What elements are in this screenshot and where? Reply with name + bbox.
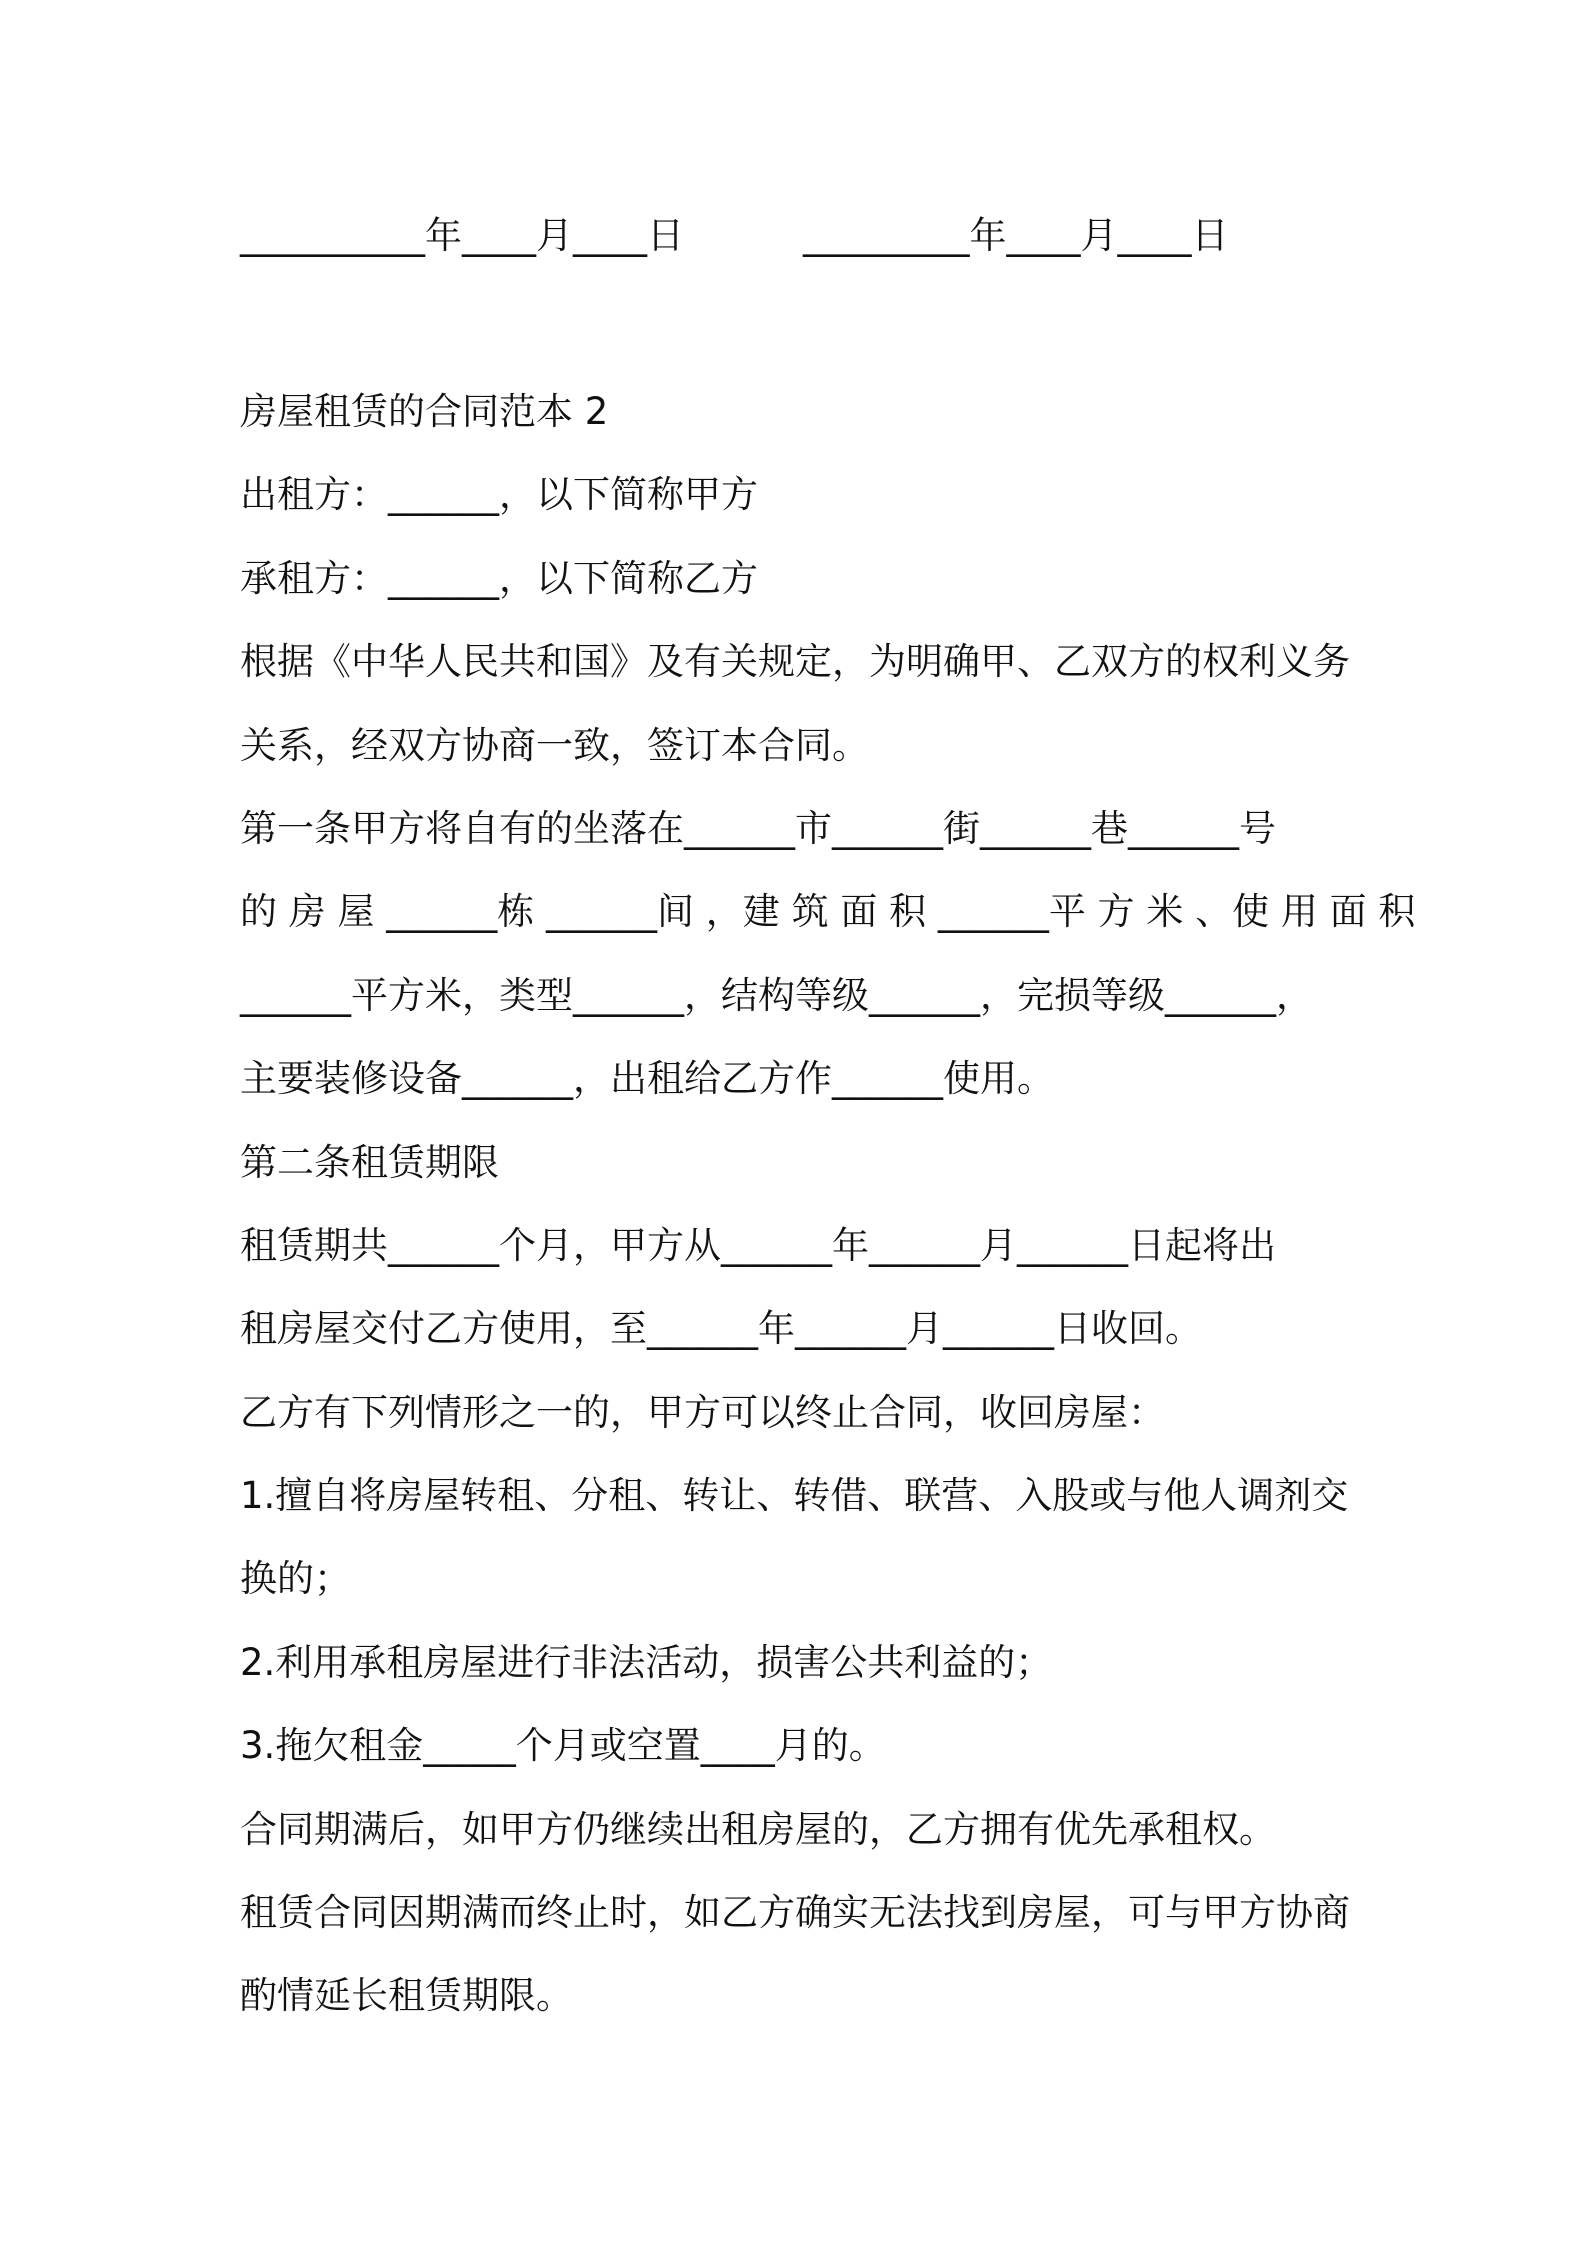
article-1-line-1: 第一条甲方将自有的坐落在______市______街______巷______号 [240,806,1276,850]
lessee-line: 承租方：______，以下简称乙方 [240,556,758,600]
contract-title: 房屋租赁的合同范本 2 [240,390,609,433]
article-2-heading: 第二条租赁期限 [240,1140,499,1184]
lessor-line: 出租方：______，以下简称甲方 [240,473,758,517]
preamble-line-2: 关系，经双方协商一致，签订本合同。 [240,723,869,767]
signature-date-party-b: _________年____月____日 [803,214,1229,257]
contract-body [240,370,1416,2038]
article-1-line-3: ______平方米，类型______，结构等级______，完损等级______， [240,973,1313,1017]
extension-line-1: 租赁合同因期满而终止时，如乙方确实无法找到房屋，可与甲方协商 [240,1891,1350,1935]
signature-date-party-a: __________年____月____日 [240,214,684,257]
article-2-line-1: 租赁期共______个月，甲方从______年______月______日起将出 [240,1223,1276,1267]
article-1-line-4: 主要装修设备______，出租给乙方作______使用。 [240,1057,1054,1101]
article-1-line-2: 的 房 屋 ______栋 ______间 ，建 筑 面 积 ______平 方 米 、使 用 面 积 [240,890,1416,934]
termination-intro: 乙方有下列情形之一的，甲方可以终止合同，收回房屋： [240,1390,1165,1434]
termination-item-2: 2.利用承租房屋进行非法活动，损害公共利益的； [240,1640,1053,1684]
renewal-priority: 合同期满后，如甲方仍继续出租房屋的，乙方拥有优先承租权。 [240,1807,1276,1851]
article-2-line-2: 租房屋交付乙方使用，至______年______月______日收回。 [240,1307,1202,1351]
preamble-line-1: 根据《中华人民共和国》及有关规定，为明确甲、乙双方的权利义务 [240,640,1350,684]
termination-item-1-line-1: 1.擅自将房屋转租、分租、转让、转借、联营、入股或与他人调剂交 [240,1474,1349,1518]
termination-item-1-line-2: 换的； [240,1557,351,1601]
termination-item-3: 3.拖欠租金_____个月或空置____月的。 [240,1724,886,1768]
extension-line-2: 酌情延长租赁期限。 [240,1974,573,2018]
